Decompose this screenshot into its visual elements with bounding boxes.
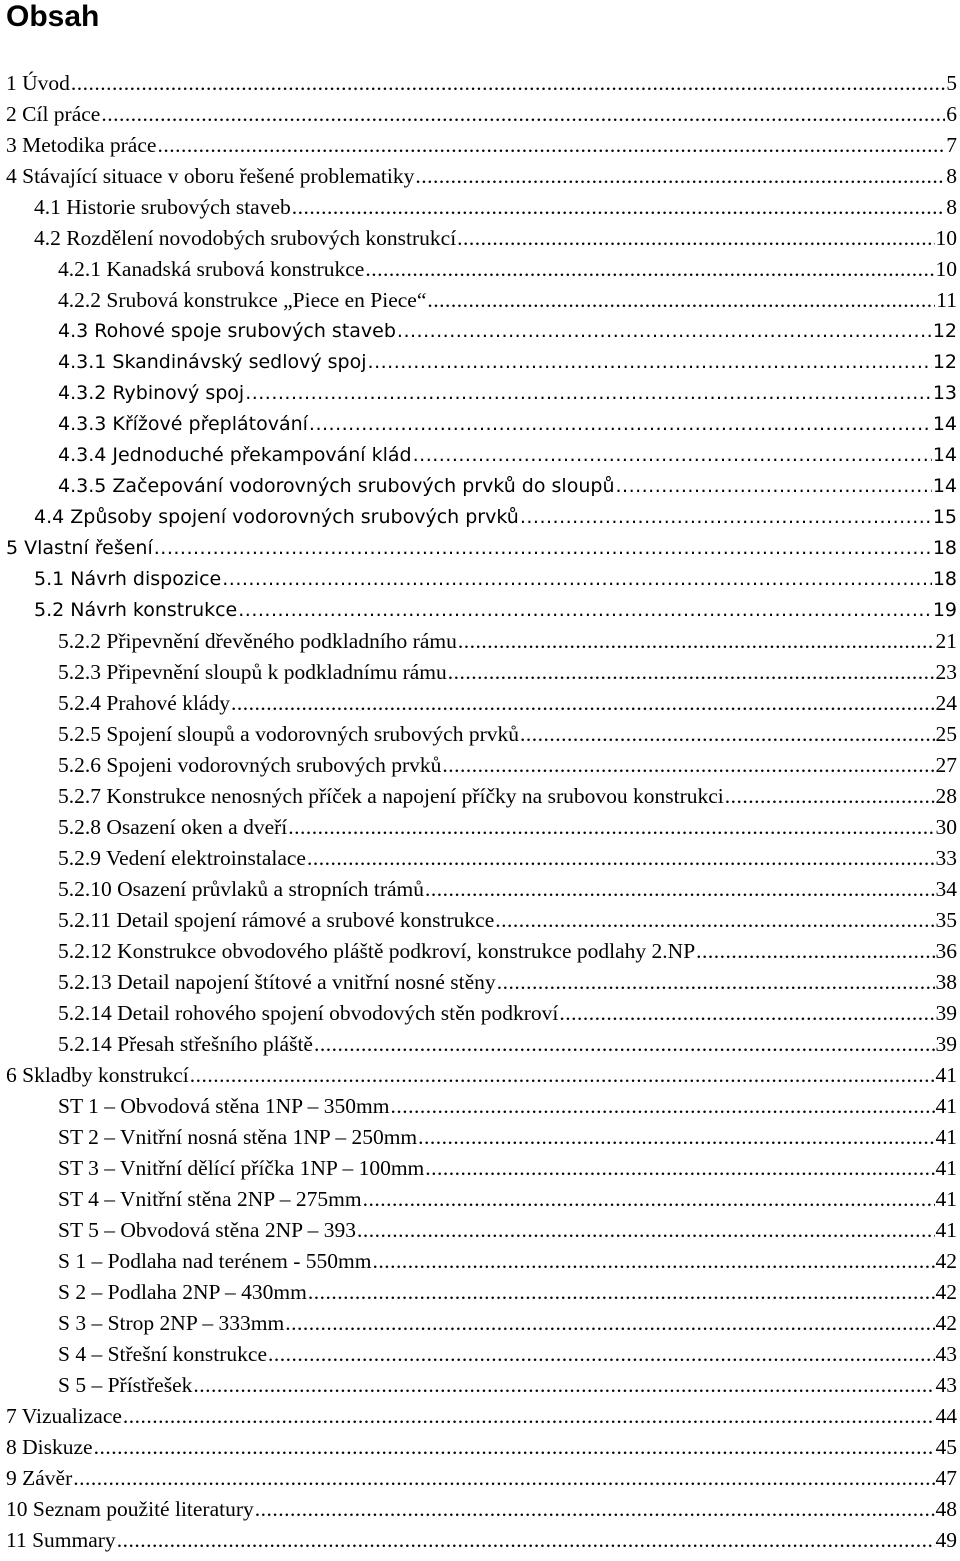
toc-entry-title: 4.3.3 Křížové přeplátování bbox=[58, 413, 308, 435]
toc-page-number: 28 bbox=[935, 784, 957, 808]
toc-entry-title: 3 Metodika práce bbox=[6, 133, 157, 157]
toc-entry[interactable] bbox=[6, 1215, 957, 1246]
toc-dot-leader bbox=[696, 936, 934, 967]
table-of-contents bbox=[6, 68, 957, 1556]
toc-dot-leader bbox=[308, 1277, 935, 1308]
toc-entry[interactable] bbox=[6, 564, 957, 595]
toc-dot-leader bbox=[285, 1308, 934, 1339]
toc-page-number: 41 bbox=[935, 1218, 957, 1242]
toc-page-number: 30 bbox=[935, 815, 957, 839]
toc-entry-title: S 5 – Přístřešek bbox=[58, 1373, 193, 1397]
toc-dot-leader bbox=[559, 998, 934, 1029]
toc-page-number: 42 bbox=[935, 1311, 957, 1335]
toc-page-number: 42 bbox=[935, 1249, 957, 1273]
toc-dot-leader bbox=[117, 1525, 935, 1556]
toc-entry-title: 5.2.14 Detail rohového spojení obvodových stěn podkroví bbox=[58, 1001, 559, 1025]
toc-entry[interactable] bbox=[6, 440, 957, 471]
toc-dot-leader bbox=[442, 750, 934, 781]
toc-entry-title: 5.2.9 Vedení elektroinstalace bbox=[58, 846, 306, 870]
toc-dot-leader bbox=[268, 1339, 934, 1370]
toc-page-number: 44 bbox=[935, 1404, 957, 1428]
toc-entry[interactable] bbox=[6, 161, 957, 192]
toc-page-number: 10 bbox=[935, 257, 957, 281]
toc-dot-leader bbox=[123, 1401, 935, 1432]
toc-entry[interactable] bbox=[6, 688, 957, 719]
toc-entry[interactable] bbox=[6, 1153, 957, 1184]
toc-entry-title: ST 3 – Vnitřní dělící příčka 1NP – 100mm bbox=[58, 1156, 425, 1180]
toc-page-number: 5 bbox=[946, 71, 957, 95]
toc-dot-leader bbox=[372, 1246, 934, 1277]
toc-entry-title: 5.1 Návrh dispozice bbox=[34, 568, 222, 590]
toc-page-number: 19 bbox=[932, 599, 957, 621]
toc-page-number: 47 bbox=[935, 1466, 957, 1490]
toc-dot-leader bbox=[725, 781, 935, 812]
toc-entry[interactable] bbox=[6, 316, 957, 347]
toc-entry[interactable] bbox=[6, 936, 957, 967]
toc-page-number: 11 bbox=[936, 288, 957, 312]
toc-dot-leader bbox=[71, 68, 945, 99]
toc-dot-leader bbox=[288, 812, 934, 843]
toc-entry-title: 5.2.4 Prahové klády bbox=[58, 691, 230, 715]
toc-dot-leader bbox=[425, 874, 934, 905]
toc-entry-title: S 4 – Střešní konstrukce bbox=[58, 1342, 268, 1366]
toc-entry-title: 10 Seznam použité literatury bbox=[6, 1497, 254, 1521]
toc-entry-title: 4.2.2 Srubová konstrukce „Piece en Piece“ bbox=[58, 288, 427, 312]
toc-entry-title: 11 Summary bbox=[6, 1528, 116, 1552]
toc-entry[interactable] bbox=[6, 1091, 957, 1122]
toc-entry-title: 4 Stávající situace v oboru řešené problematiky bbox=[6, 164, 415, 188]
toc-dot-leader bbox=[255, 1494, 935, 1525]
toc-entry-title: 6 Skladby konstrukcí bbox=[6, 1063, 189, 1087]
toc-entry-title: 2 Cíl práce bbox=[6, 102, 101, 126]
toc-page-number: 21 bbox=[935, 629, 957, 653]
toc-dot-leader bbox=[101, 99, 945, 130]
toc-entry[interactable] bbox=[6, 750, 957, 781]
toc-page-number: 43 bbox=[935, 1342, 957, 1366]
toc-entry-title: ST 2 – Vnitřní nosná stěna 1NP – 250mm bbox=[58, 1125, 418, 1149]
toc-page-number: 18 bbox=[932, 568, 957, 590]
toc-page-number: 39 bbox=[935, 1032, 957, 1056]
toc-dot-leader bbox=[94, 1432, 935, 1463]
toc-page-number: 8 bbox=[946, 164, 957, 188]
toc-page-number: 14 bbox=[932, 413, 957, 435]
toc-entry[interactable] bbox=[6, 409, 957, 440]
toc-page-number: 39 bbox=[935, 1001, 957, 1025]
toc-dot-leader bbox=[238, 595, 932, 626]
toc-page-number: 24 bbox=[935, 691, 957, 715]
toc-entry[interactable] bbox=[6, 595, 957, 626]
toc-dot-leader bbox=[368, 347, 932, 378]
toc-dot-leader bbox=[520, 719, 934, 750]
toc-entry[interactable] bbox=[6, 843, 957, 874]
toc-dot-leader bbox=[520, 502, 932, 533]
toc-dot-leader bbox=[190, 1060, 935, 1091]
toc-entry[interactable] bbox=[6, 1401, 957, 1432]
toc-entry[interactable] bbox=[6, 130, 957, 161]
toc-entry[interactable] bbox=[6, 223, 957, 254]
toc-entry[interactable] bbox=[6, 471, 957, 502]
toc-page-number: 41 bbox=[935, 1063, 957, 1087]
toc-entry[interactable] bbox=[6, 1494, 957, 1525]
toc-page-number: 35 bbox=[935, 908, 957, 932]
toc-dot-leader bbox=[457, 223, 934, 254]
toc-entry-title: 4.2.1 Kanadská srubová konstrukce bbox=[58, 257, 365, 281]
toc-dot-leader bbox=[222, 564, 932, 595]
toc-page-number: 48 bbox=[935, 1497, 957, 1521]
toc-entry[interactable] bbox=[6, 192, 957, 223]
toc-page-number: 41 bbox=[935, 1125, 957, 1149]
toc-page-number: 43 bbox=[935, 1373, 957, 1397]
toc-entry-title: 4.3 Rohové spoje srubových staveb bbox=[58, 320, 396, 342]
toc-dot-leader bbox=[157, 130, 945, 161]
toc-entry[interactable] bbox=[6, 1060, 957, 1091]
toc-entry-title: 5.2.5 Spojení sloupů a vodorovných srubových prvků bbox=[58, 722, 520, 746]
toc-entry[interactable] bbox=[6, 905, 957, 936]
toc-page-number: 41 bbox=[935, 1094, 957, 1118]
toc-entry[interactable] bbox=[6, 998, 957, 1029]
toc-entry[interactable] bbox=[6, 812, 957, 843]
toc-page-number: 10 bbox=[935, 226, 957, 250]
toc-page-number: 27 bbox=[935, 753, 957, 777]
toc-dot-leader bbox=[363, 1184, 935, 1215]
toc-page-number: 12 bbox=[932, 351, 957, 373]
toc-dot-leader bbox=[73, 1463, 934, 1494]
toc-page-number: 6 bbox=[946, 102, 957, 126]
toc-dot-leader bbox=[231, 688, 935, 719]
toc-page-number: 12 bbox=[932, 320, 957, 342]
toc-dot-leader bbox=[418, 1122, 934, 1153]
toc-entry-title: 5.2.7 Konstrukce nenosných příček a napojení příčky na srubovou konstrukci bbox=[58, 784, 724, 808]
toc-dot-leader bbox=[615, 471, 931, 502]
toc-entry[interactable] bbox=[6, 1184, 957, 1215]
toc-entry-title: 7 Vizualizace bbox=[6, 1404, 122, 1428]
toc-entry-title: 5.2.10 Osazení průvlaků a stropních trámů bbox=[58, 877, 425, 901]
toc-entry[interactable] bbox=[6, 254, 957, 285]
toc-entry-title: 9 Závěr bbox=[6, 1466, 73, 1490]
toc-entry-title: 4.3.2 Rybinový spoj bbox=[58, 382, 245, 404]
toc-entry[interactable] bbox=[6, 1308, 957, 1339]
toc-dot-leader bbox=[307, 843, 935, 874]
toc-entry[interactable] bbox=[6, 502, 957, 533]
toc-entry[interactable] bbox=[6, 1029, 957, 1060]
toc-entry[interactable] bbox=[6, 68, 957, 99]
toc-page-number: 18 bbox=[932, 537, 957, 559]
toc-entry-title: S 3 – Strop 2NP – 333mm bbox=[58, 1311, 285, 1335]
toc-entry[interactable] bbox=[6, 533, 957, 564]
toc-entry[interactable] bbox=[6, 1525, 957, 1556]
toc-entry-title: 8 Diskuze bbox=[6, 1435, 93, 1459]
toc-dot-leader bbox=[309, 409, 932, 440]
toc-entry-title: 5.2.12 Konstrukce obvodového pláště podkroví, konstrukce podlahy 2.NP bbox=[58, 939, 696, 963]
toc-entry[interactable] bbox=[6, 1370, 957, 1401]
toc-page-number: 13 bbox=[932, 382, 957, 404]
toc-dot-leader bbox=[497, 967, 935, 998]
toc-entry-title: 1 Úvod bbox=[6, 71, 70, 95]
toc-entry[interactable] bbox=[6, 1246, 957, 1277]
toc-dot-leader bbox=[495, 905, 934, 936]
toc-page-number: 25 bbox=[935, 722, 957, 746]
toc-dot-leader bbox=[357, 1215, 934, 1246]
toc-dot-leader bbox=[314, 1029, 935, 1060]
toc-entry-title: 4.3.5 Začepování vodorovných srubových prvků do sloupů bbox=[58, 475, 615, 497]
toc-page-number: 15 bbox=[932, 506, 957, 528]
toc-page-number: 49 bbox=[935, 1528, 957, 1552]
toc-dot-leader bbox=[365, 254, 934, 285]
toc-page-number: 41 bbox=[935, 1156, 957, 1180]
toc-entry[interactable] bbox=[6, 285, 957, 316]
toc-entry-title: 4.3.1 Skandinávský sedlový spoj bbox=[58, 351, 367, 373]
toc-entry[interactable] bbox=[6, 1463, 957, 1494]
toc-entry-title: 4.3.4 Jednoduché překampování klád bbox=[58, 444, 412, 466]
toc-dot-leader bbox=[427, 285, 935, 316]
toc-entry[interactable] bbox=[6, 626, 957, 657]
toc-entry-title: ST 4 – Vnitřní stěna 2NP – 275mm bbox=[58, 1187, 362, 1211]
toc-entry[interactable] bbox=[6, 967, 957, 998]
toc-dot-leader bbox=[415, 161, 945, 192]
toc-dot-leader bbox=[413, 440, 932, 471]
toc-entry[interactable] bbox=[6, 1432, 957, 1463]
toc-entry-title: 5.2.11 Detail spojení rámové a srubové konstrukce bbox=[58, 908, 495, 932]
toc-page-number: 45 bbox=[935, 1435, 957, 1459]
toc-entry[interactable] bbox=[6, 781, 957, 812]
toc-dot-leader bbox=[193, 1370, 934, 1401]
toc-page-number: 38 bbox=[935, 970, 957, 994]
toc-entry-title: S 1 – Podlaha nad terénem - 550mm bbox=[58, 1249, 372, 1273]
toc-entry-title: 5.2.14 Přesah střešního pláště bbox=[58, 1032, 313, 1056]
toc-entry[interactable] bbox=[6, 874, 957, 905]
toc-entry[interactable] bbox=[6, 1339, 957, 1370]
toc-entry-title: 5 Vlastní řešení bbox=[6, 537, 153, 559]
toc-dot-leader bbox=[425, 1153, 934, 1184]
toc-entry-title: 4.2 Rozdělení novodobých srubových konstrukcí bbox=[34, 226, 457, 250]
toc-entry[interactable] bbox=[6, 347, 957, 378]
toc-entry[interactable] bbox=[6, 1122, 957, 1153]
toc-page-number: 42 bbox=[935, 1280, 957, 1304]
toc-entry[interactable] bbox=[6, 657, 957, 688]
toc-entry[interactable] bbox=[6, 99, 957, 130]
toc-entry[interactable] bbox=[6, 378, 957, 409]
toc-page-number: 23 bbox=[935, 660, 957, 684]
toc-page-number: 34 bbox=[935, 877, 957, 901]
toc-dot-leader bbox=[245, 378, 932, 409]
toc-dot-leader bbox=[292, 192, 945, 223]
toc-entry-title: 5.2.3 Připevnění sloupů k podkladnímu rámu bbox=[58, 660, 447, 684]
toc-entry[interactable] bbox=[6, 1277, 957, 1308]
toc-dot-leader bbox=[458, 626, 935, 657]
toc-entry-title: 5.2 Návrh konstrukce bbox=[34, 599, 238, 621]
toc-entry-title: 4.1 Historie srubových staveb bbox=[34, 195, 291, 219]
toc-entry-title: 5.2.2 Připevnění dřevěného podkladního rámu bbox=[58, 629, 457, 653]
toc-dot-leader bbox=[448, 657, 935, 688]
toc-entry-title: 5.2.8 Osazení oken a dveří bbox=[58, 815, 288, 839]
toc-page-number: 7 bbox=[946, 133, 957, 157]
toc-page-number: 8 bbox=[946, 195, 957, 219]
page-title: Obsah bbox=[6, 0, 100, 33]
toc-page-number: 14 bbox=[932, 475, 957, 497]
toc-page-number: 36 bbox=[935, 939, 957, 963]
toc-dot-leader bbox=[154, 533, 932, 564]
toc-dot-leader bbox=[390, 1091, 934, 1122]
toc-entry-title: S 2 – Podlaha 2NP – 430mm bbox=[58, 1280, 307, 1304]
toc-page-number: 33 bbox=[935, 846, 957, 870]
toc-page-number: 14 bbox=[932, 444, 957, 466]
toc-page-number: 41 bbox=[935, 1187, 957, 1211]
toc-entry-title: ST 1 – Obvodová stěna 1NP – 350mm bbox=[58, 1094, 390, 1118]
toc-entry[interactable] bbox=[6, 719, 957, 750]
toc-entry-title: 4.4 Způsoby spojení vodorovných srubových prvků bbox=[34, 506, 519, 528]
toc-dot-leader bbox=[397, 316, 932, 347]
toc-entry-title: 5.2.13 Detail napojení štítové a vnitřní nosné stěny bbox=[58, 970, 496, 994]
toc-entry-title: ST 5 – Obvodová stěna 2NP – 393 bbox=[58, 1218, 357, 1242]
toc-entry-title: 5.2.6 Spojeni vodorovných srubových prvků bbox=[58, 753, 442, 777]
